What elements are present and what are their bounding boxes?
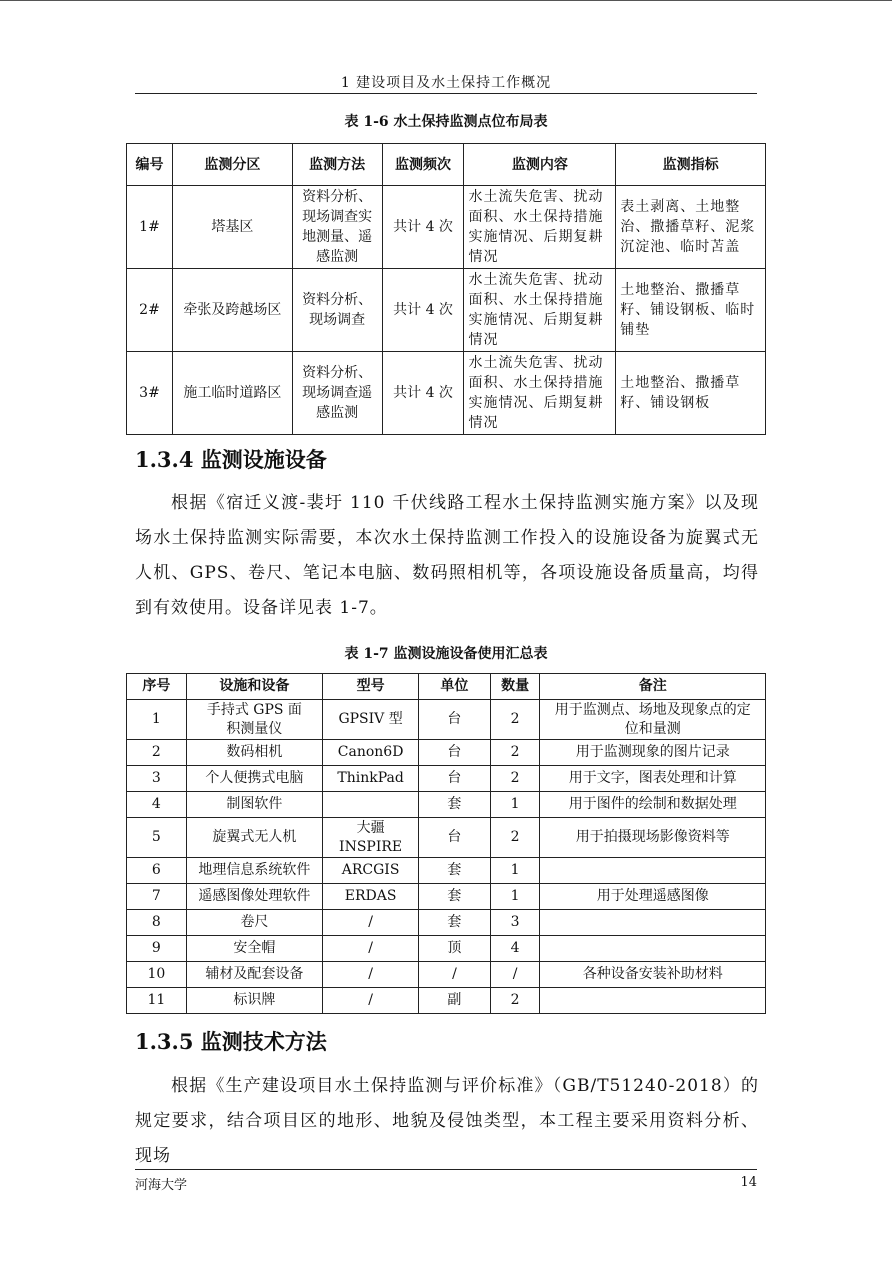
cell-name: 个人便携式电脑 xyxy=(186,766,322,792)
cell-qty: 4 xyxy=(490,936,540,962)
cell-note xyxy=(540,858,766,884)
cell-no: 10 xyxy=(127,962,187,988)
cell-no: 2# xyxy=(127,269,173,352)
cell-no: 9 xyxy=(127,936,187,962)
cell-zone: 塔基区 xyxy=(172,186,292,269)
cell-unit: 套 xyxy=(419,910,491,936)
cell-unit: 台 xyxy=(419,766,491,792)
table-header-cell: 单位 xyxy=(419,674,491,700)
cell-qty: 1 xyxy=(490,792,540,818)
table-row xyxy=(127,186,766,269)
cell-zone: 施工临时道路区 xyxy=(172,352,292,435)
cell-qty: 3 xyxy=(490,910,540,936)
table-row xyxy=(127,936,766,962)
table-1-7 xyxy=(126,673,766,1014)
cell-unit: / xyxy=(419,962,491,988)
cell-unit: 顶 xyxy=(419,936,491,962)
cell-no: 8 xyxy=(127,910,187,936)
cell-frequency: 共计 4 次 xyxy=(382,352,464,435)
cell-frequency: 共计 4 次 xyxy=(382,269,464,352)
cell-no: 11 xyxy=(127,988,187,1014)
table-header-cell: 监测方法 xyxy=(292,144,382,186)
table-header-cell: 设施和设备 xyxy=(186,674,322,700)
cell-qty: 1 xyxy=(490,884,540,910)
cell-no: 3# xyxy=(127,352,173,435)
cell-model: / xyxy=(323,910,419,936)
cell-qty: 1 xyxy=(490,858,540,884)
cell-no: 2 xyxy=(127,740,187,766)
table-row xyxy=(127,910,766,936)
cell-unit: 套 xyxy=(419,884,491,910)
cell-name: 手持式 GPS 面积测量仪 xyxy=(186,700,322,740)
table-row xyxy=(127,352,766,435)
cell-model: ARCGIS xyxy=(323,858,419,884)
table-row xyxy=(127,269,766,352)
cell-content: 水土流失危害、扰动面积、水土保持措施实施情况、后期复耕情况 xyxy=(464,352,616,435)
cell-note: 用于文字，图表处理和计算 xyxy=(540,766,766,792)
table-1-6 xyxy=(126,143,766,435)
top-border xyxy=(0,0,892,1)
cell-qty: 2 xyxy=(490,988,540,1014)
table-header-cell: 监测频次 xyxy=(382,144,464,186)
table-header-cell: 编号 xyxy=(127,144,173,186)
table-header-cell: 备注 xyxy=(540,674,766,700)
cell-index: 表土剥离、土地整治、撒播草籽、泥浆沉淀池、临时苫盖 xyxy=(616,186,766,269)
cell-model: / xyxy=(323,936,419,962)
cell-method: 资料分析、现场调查遥感监测 xyxy=(292,352,382,435)
table-header-cell: 监测分区 xyxy=(172,144,292,186)
table-1-6-caption: 表 1-6 水土保持监测点位布局表 xyxy=(344,114,548,130)
cell-note xyxy=(540,910,766,936)
cell-model: GPSIV 型 xyxy=(323,700,419,740)
footer-institution: 河海大学 xyxy=(135,1178,188,1193)
cell-no: 5 xyxy=(127,818,187,858)
cell-qty: 2 xyxy=(490,740,540,766)
table-header-cell: 数量 xyxy=(490,674,540,700)
cell-frequency: 共计 4 次 xyxy=(382,186,464,269)
table-row xyxy=(127,884,766,910)
table-row xyxy=(127,988,766,1014)
table-header-cell: 型号 xyxy=(323,674,419,700)
section-1-3-4-paragraph: 根据《宿迁义渡-裴圩 110 千伏线路工程水土保持监测实施方案》以及现场水土保持监测实际需要，本次水土保持监测工作投入的设施设备为旋翼式无人机、GPS、卷尺、笔记本电脑、数码照相机等，各项设施设备质量高，均得到有效使用。设备详见表 1-7。 xyxy=(135,493,759,618)
table-1-7-caption: 表 1-7 监测设施设备使用汇总表 xyxy=(344,646,548,662)
cell-unit: 台 xyxy=(419,818,491,858)
cell-name: 旋翼式无人机 xyxy=(186,818,322,858)
cell-model: / xyxy=(323,988,419,1014)
cell-name: 安全帽 xyxy=(186,936,322,962)
cell-name: 地理信息系统软件 xyxy=(186,858,322,884)
cell-model: Canon6D xyxy=(323,740,419,766)
section-heading-1-3-4: 1.3.4 监测设施设备 xyxy=(135,447,327,472)
cell-no: 3 xyxy=(127,766,187,792)
table-row xyxy=(127,818,766,858)
table-row xyxy=(127,858,766,884)
cell-note: 用于拍摄现场影像资料等 xyxy=(540,818,766,858)
cell-name: 辅材及配套设备 xyxy=(186,962,322,988)
cell-unit: 套 xyxy=(419,858,491,884)
cell-no: 6 xyxy=(127,858,187,884)
cell-qty: 2 xyxy=(490,766,540,792)
cell-content: 水土流失危害、扰动面积、水土保持措施实施情况、后期复耕情况 xyxy=(464,186,616,269)
table-row xyxy=(127,740,766,766)
cell-model: ThinkPad xyxy=(323,766,419,792)
cell-name: 遥感图像处理软件 xyxy=(186,884,322,910)
cell-method: 资料分析、现场调查实地测量、遥感监测 xyxy=(292,186,382,269)
cell-note: 用于监测点、场地及现象点的定位和量测 xyxy=(540,700,766,740)
cell-no: 1# xyxy=(127,186,173,269)
cell-name: 数码相机 xyxy=(186,740,322,766)
section-1-3-5-paragraph: 根据《生产建设项目水土保持监测与评价标准》（GB/T51240-2018）的规定要求，结合项目区的地形、地貌及侵蚀类型，本工程主要采用资料分析、现场 xyxy=(135,1076,759,1166)
cell-model: ERDAS xyxy=(323,884,419,910)
cell-name: 卷尺 xyxy=(186,910,322,936)
cell-unit: 台 xyxy=(419,740,491,766)
running-header: 1 建设项目及水土保持工作概况 xyxy=(340,75,552,91)
cell-unit: 台 xyxy=(419,700,491,740)
cell-method: 资料分析、现场调查 xyxy=(292,269,382,352)
cell-note xyxy=(540,936,766,962)
table-row xyxy=(127,962,766,988)
cell-name: 制图软件 xyxy=(186,792,322,818)
cell-content: 水土流失危害、扰动面积、水土保持措施实施情况、后期复耕情况 xyxy=(464,269,616,352)
table-row xyxy=(127,700,766,740)
cell-note: 各种设备安装补助材料 xyxy=(540,962,766,988)
footer-rule xyxy=(135,1169,757,1170)
cell-qty: 2 xyxy=(490,818,540,858)
table-header-cell: 序号 xyxy=(127,674,187,700)
cell-name: 标识牌 xyxy=(186,988,322,1014)
cell-unit: 副 xyxy=(419,988,491,1014)
cell-no: 4 xyxy=(127,792,187,818)
cell-qty: / xyxy=(490,962,540,988)
cell-note: 用于处理遥感图像 xyxy=(540,884,766,910)
cell-model: 大疆 INSPIRE xyxy=(323,818,419,858)
cell-unit: 套 xyxy=(419,792,491,818)
cell-note: 用于监测现象的图片记录 xyxy=(540,740,766,766)
cell-index: 土地整治、撒播草籽、铺设钢板 xyxy=(616,352,766,435)
cell-qty: 2 xyxy=(490,700,540,740)
cell-no: 7 xyxy=(127,884,187,910)
cell-model xyxy=(323,792,419,818)
cell-note: 用于图件的绘制和数据处理 xyxy=(540,792,766,818)
page-number: 14 xyxy=(740,1175,757,1190)
table-row xyxy=(127,792,766,818)
table-row xyxy=(127,766,766,792)
cell-zone: 牵张及跨越场区 xyxy=(172,269,292,352)
cell-note xyxy=(540,988,766,1014)
cell-index: 土地整治、撒播草籽、铺设钢板、临时铺垫 xyxy=(616,269,766,352)
cell-no: 1 xyxy=(127,700,187,740)
section-heading-1-3-5: 1.3.5 监测技术方法 xyxy=(135,1029,327,1054)
table-header-cell: 监测内容 xyxy=(464,144,616,186)
table-header-cell: 监测指标 xyxy=(616,144,766,186)
cell-model: / xyxy=(323,962,419,988)
header-rule xyxy=(135,93,757,94)
